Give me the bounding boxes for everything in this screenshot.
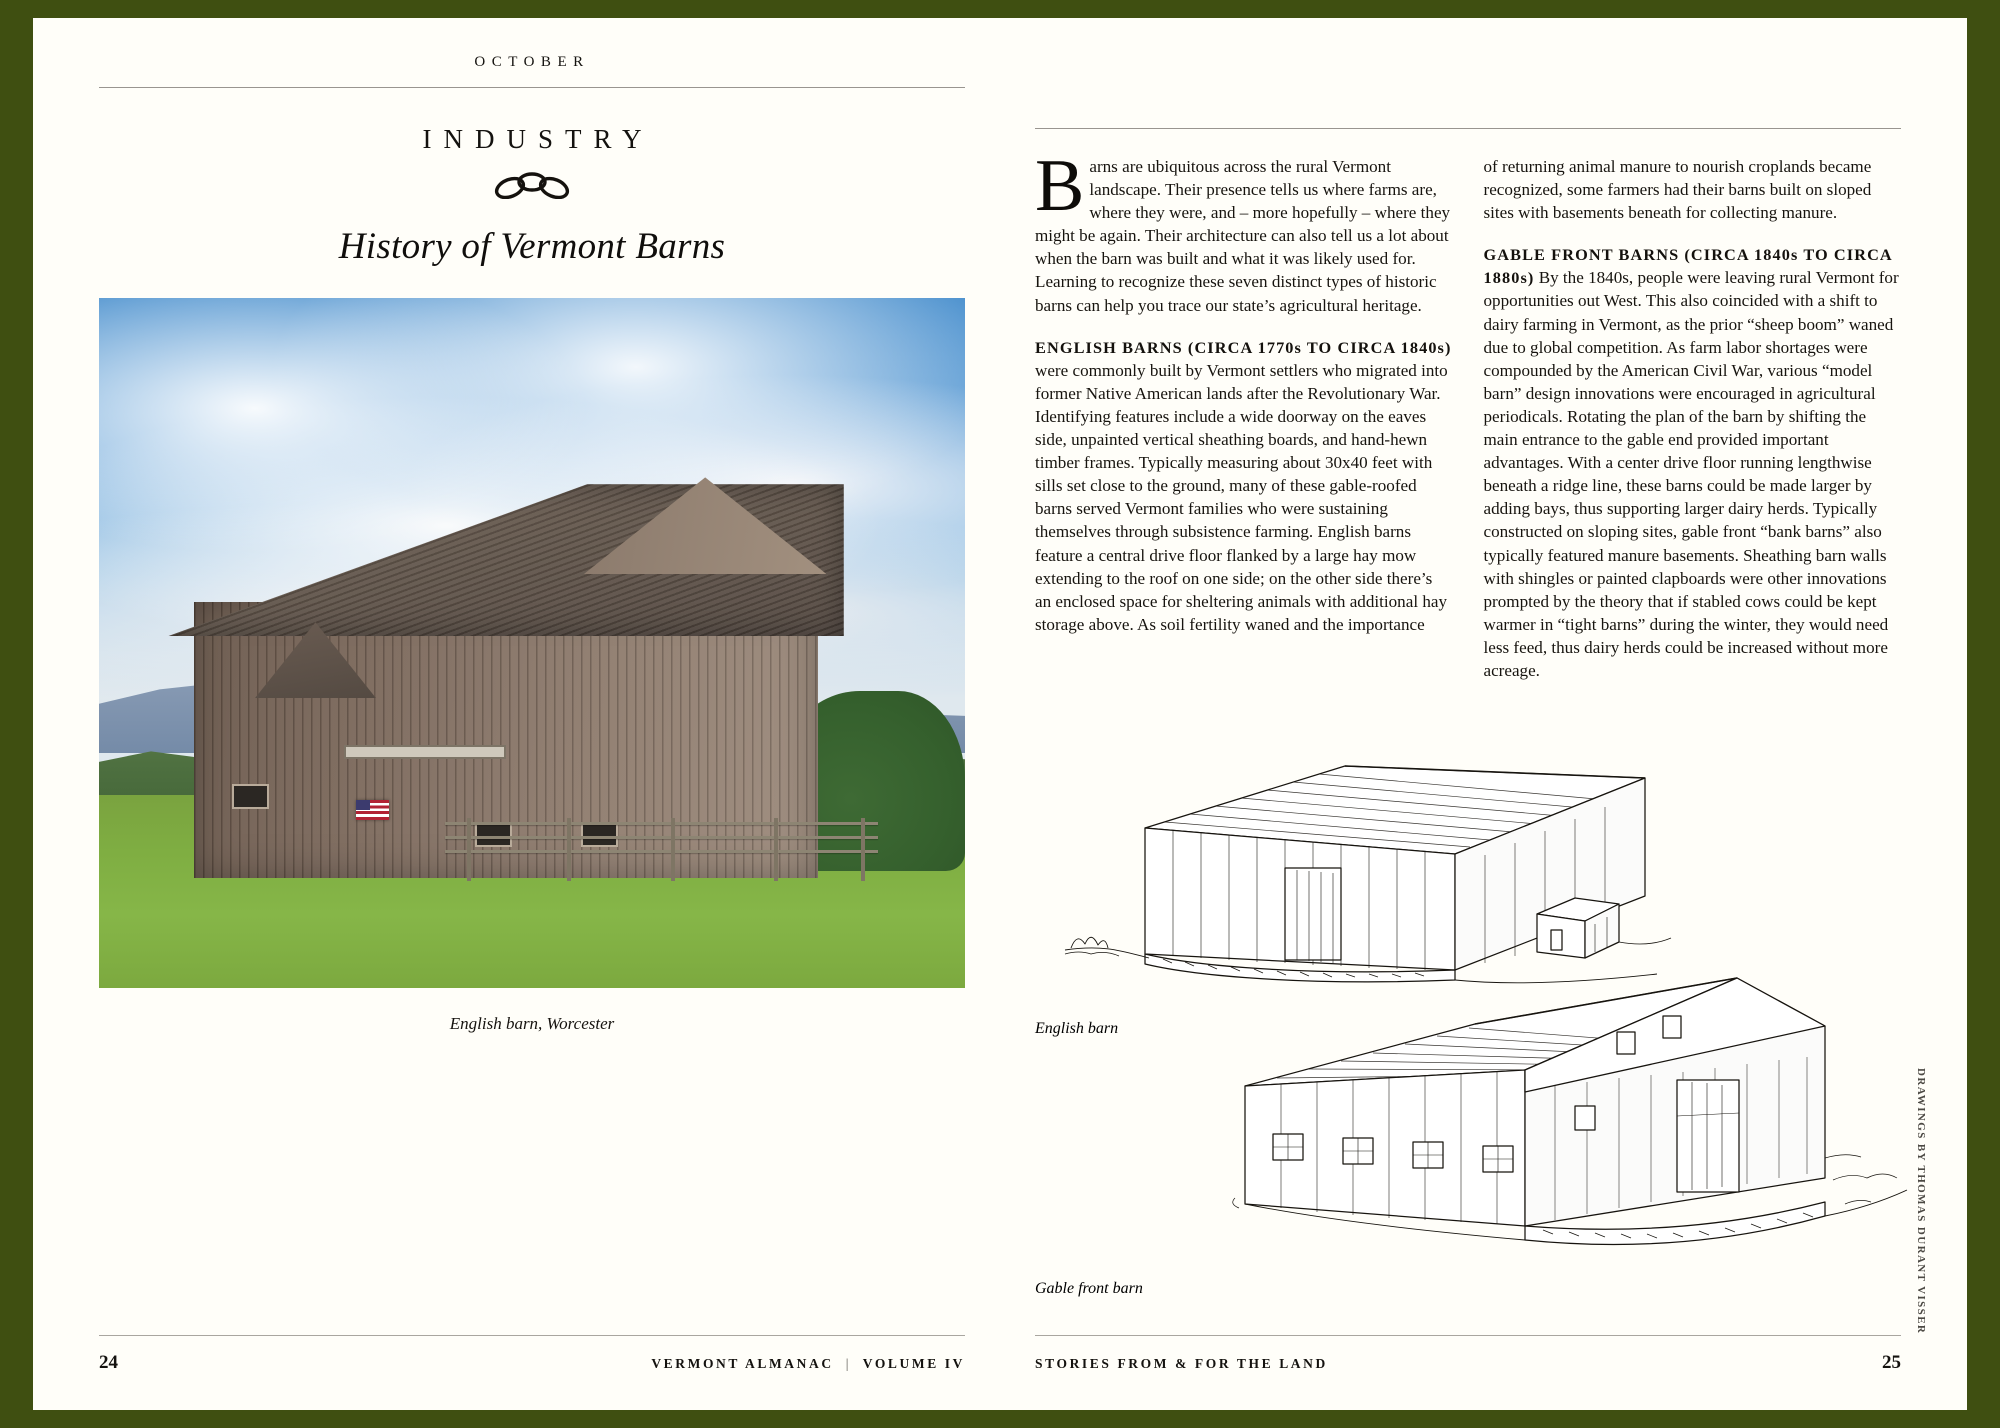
gable-front-barns-paragraph — [1484, 243, 1902, 682]
running-footer-volume: VOLUME IV — [862, 1356, 965, 1371]
photo-fence-post — [774, 818, 778, 881]
lede-paragraph — [1035, 145, 1453, 317]
running-footer: STORIES FROM & FOR THE LAND — [1035, 1356, 1328, 1371]
english-barns-paragraph — [1035, 336, 1453, 636]
photo-fence-rail — [445, 850, 878, 853]
photo-fence-post — [671, 818, 675, 881]
photo-fence-rail — [445, 822, 878, 825]
photo-fence-post — [567, 818, 571, 881]
english-barn-photograph — [99, 298, 965, 988]
page-right — [1000, 18, 1967, 1410]
illustration-credit: DRAWINGS BY THOMAS DURANT VISSER — [1915, 1068, 1927, 1335]
header-rule — [99, 87, 965, 88]
gable-front-barns-heading: GABLE FRONT BARNS (CIRCA 1840s TO CIRCA 1880s) — [1483, 245, 1892, 288]
article-headline: History of Vermont Barns — [338, 226, 726, 267]
photo-fence-post — [861, 818, 865, 881]
running-footer-divider: | — [845, 1356, 851, 1371]
photo-fence-post — [467, 818, 471, 881]
page-footer-right — [1035, 1352, 1901, 1374]
english-barns-heading: ENGLISH BARNS (CIRCA 1770s TO CIRCA 1840s) — [1035, 337, 1452, 357]
page-footer-left — [99, 1352, 965, 1374]
lede-text: arns are ubiquitous across the rural Vermont landscape. Their presence tells us where farms are, where they were, and – more hopefully – where they might be again. Their architecture can also tell us a lot about when the barn was built and what it was likely used for. Learning to recognize these seven distinct types of historic barns can help you trace our state’s agricultural heritage. — [1035, 157, 1451, 315]
drop-cap: B — [1035, 145, 1085, 227]
magazine-spread — [33, 18, 1967, 1410]
photo-barn-window — [232, 784, 269, 809]
photo-barn-door — [344, 745, 506, 759]
running-footer — [651, 1356, 965, 1372]
section-name: INDUSTRY — [422, 124, 654, 154]
running-footer-title: VERMONT ALMANAC — [651, 1356, 834, 1371]
footer-rule — [1035, 1335, 1901, 1336]
english-barn-caption: English barn — [1035, 1020, 1119, 1037]
gable-front-barns-text: By the 1840s, people were leaving rural Vermont for opportunities out West. This also coincided with a shift to dairy farming in Vermont, as the prior “sheep boom” waned due to global competition. As farm labor shortages were compounded by the American Civil War, various “model barn” design innovations were encouraged in agricultural periodicals. Rotating the plan of the barn by shifting the main entrance to the gable end provided important advantages. With a center drive floor running lengthwise beneath a ridge line, these barns could be made larger by adding bays, thus supporting larger dairy herds. Typically constructed on sloping sites, gable front “bank barns” also typically featured manure basements. Sheathing barn walls with shingles or painted clapboards were other innovations prompted by the theory that if stabled cows could be kept warmer in “tight barns” during the winter, they would need less feed, thus dairy herds could be increased without more acreage. — [1483, 268, 1899, 680]
photo-fence-rail — [445, 836, 878, 839]
gable-front-barn-drawing — [1225, 958, 1925, 1288]
photo-fence — [445, 822, 878, 870]
chain-link-ornament-icon — [99, 169, 965, 199]
footer-rule — [99, 1335, 965, 1336]
continuation-paragraph: of returning animal manure to nourish croplands became recognized, some farmers had their barns built on sloped sites with basements beneath for collecting manure. — [1483, 157, 1872, 223]
photo-american-flag — [356, 800, 388, 819]
photo-caption: English barn, Worcester — [449, 1014, 615, 1033]
folio-number: 24 — [99, 1352, 118, 1373]
header-rule — [1035, 128, 1901, 129]
folio-number: 25 — [1882, 1352, 1901, 1373]
page-left — [33, 18, 1000, 1410]
gable-front-barn-caption: Gable front barn — [1035, 1280, 1143, 1297]
month-label: OCTOBER — [474, 54, 590, 70]
english-barns-text: were commonly built by Vermont settlers who migrated into former Native American lands after the Revolutionary War. Identifying features include a wide doorway on the eaves side, unpainted vertical sheathing boards, and hand-hewn timber frames. Typically measuring about 30x40 feet with sills set close to the ground, many of these gable-roofed barns served Vermont families who were sustaining themselves through subsistence farming. English barns feature a central drive floor flanked by a large hay mow extending to the roof on one side; on the other side there’s an enclosed space for sheltering animals with additional hay storage above. As soil fertility waned and the importance — [1035, 360, 1448, 634]
